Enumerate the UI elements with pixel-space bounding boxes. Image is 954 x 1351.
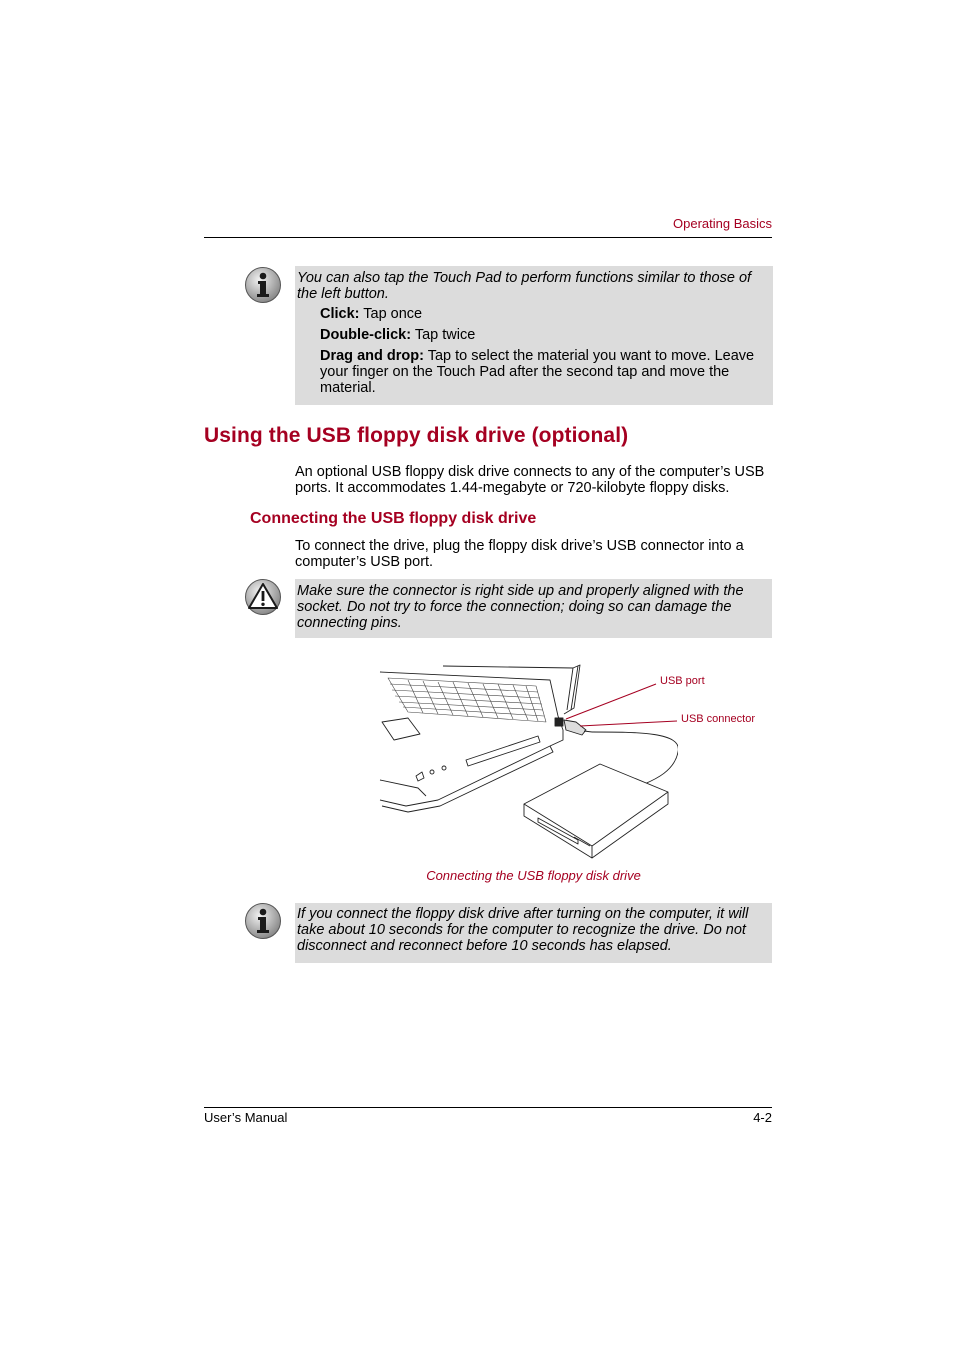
note-item-click — [320, 306, 770, 322]
note-text: You can also tap the Touch Pad to perform functions similar to those of the left button. — [297, 270, 752, 302]
desc: Tap to select the material you want to move. Leave your finger on the Touch Pad after the second tap and move the material. — [320, 348, 755, 396]
usb-port-label: USB port — [660, 675, 705, 687]
note-box — [295, 903, 772, 963]
caution-box — [295, 579, 772, 638]
term: Drag and drop: — [320, 348, 424, 364]
term: Double-click: — [320, 327, 412, 343]
caution-icon — [244, 578, 282, 616]
header-rule — [204, 237, 772, 238]
subsection-title: Connecting the USB floppy disk drive — [250, 510, 537, 527]
subsection-text: To connect the drive, plug the floppy disk drive’s USB connector into a computer’s USB port. — [295, 538, 744, 570]
note-item-double-click — [320, 327, 770, 343]
footer-rule — [204, 1107, 772, 1108]
desc: Tap twice — [411, 327, 476, 343]
term: Click: — [320, 306, 360, 322]
info-icon — [244, 902, 282, 940]
section-title: Using the USB floppy disk drive (optional) — [204, 424, 629, 447]
caution-text: Make sure the connector is right side up and properly aligned with the socket. Do not try to force the connection; doing so can damage the connecting pins. — [297, 583, 744, 631]
usb-connector-label: USB connector — [681, 713, 755, 725]
info-icon — [244, 266, 282, 304]
section-intro: An optional USB floppy disk drive connects to any of the computer’s USB ports. It accommodates 1.44-megabyte or 720-kilobyte floppy disks. — [295, 464, 765, 496]
desc: Tap once — [359, 306, 423, 322]
note-box — [295, 266, 773, 405]
note-item-drag-and-drop — [320, 348, 760, 396]
footer-title: User’s Manual — [204, 1110, 288, 1125]
page-number: 4-2 — [753, 1110, 772, 1125]
figure-caption: Connecting the USB floppy disk drive — [426, 868, 641, 883]
floppy-drive-body — [524, 764, 668, 846]
note-text: If you connect the floppy disk drive after turning on the computer, it will take about 10 seconds for the computer to recognize the drive. Do not disconnect and reconnect before 10 seconds has elapsed. — [297, 906, 749, 954]
running-header: Operating Basics — [673, 216, 772, 231]
